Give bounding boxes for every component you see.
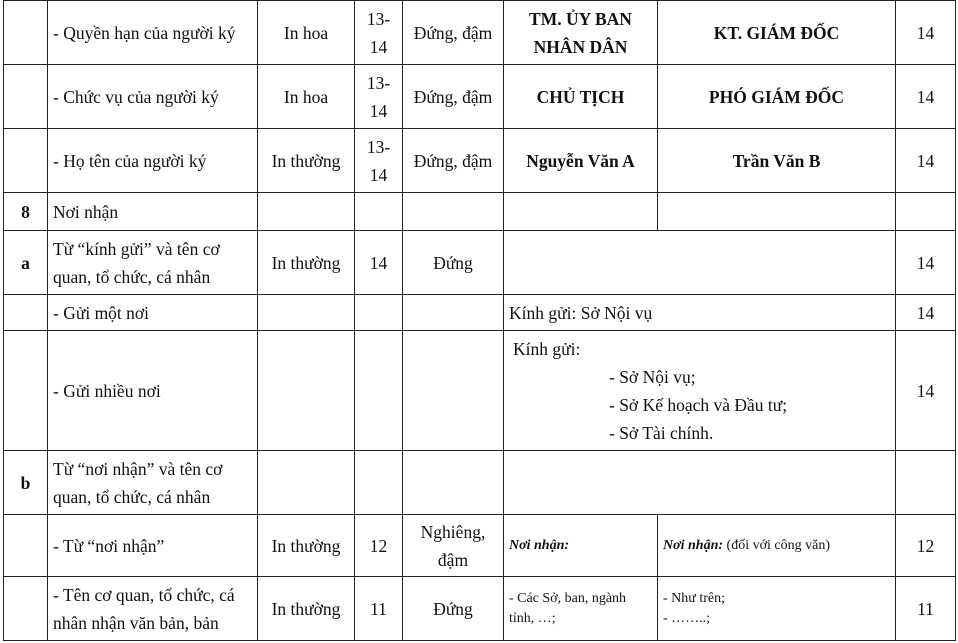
example xyxy=(504,331,896,451)
example-2: Trần Văn B xyxy=(658,129,896,193)
table-row xyxy=(4,515,956,577)
element-label: - Tên cơ quan, tổ chức, cá nhân nhận văn bản, bản xyxy=(48,577,258,641)
font-style: Đứng xyxy=(403,231,504,295)
section-title: Nơi nhận xyxy=(48,193,258,231)
standard-size: 11 xyxy=(896,577,956,641)
font-style: Đứng, đậm xyxy=(403,129,504,193)
font-size: 11 xyxy=(355,577,403,641)
row-letter: b xyxy=(4,451,48,515)
element-label: - Gửi nhiều nơi xyxy=(48,331,258,451)
example-1: Nguyễn Văn A xyxy=(504,129,658,193)
element-label: Từ “kính gửi” và tên cơ quan, tổ chức, cá nhân xyxy=(48,231,258,295)
case-type: In thường xyxy=(258,577,355,641)
table-row xyxy=(4,331,956,451)
font-size: 13-14 xyxy=(355,129,403,193)
element-label: - Quyền hạn của người ký xyxy=(48,1,258,65)
standard-size: 14 xyxy=(896,331,956,451)
font-style: Nghiêng, đậm xyxy=(403,515,504,577)
font-size: 13-14 xyxy=(355,65,403,129)
case-type: In hoa xyxy=(258,1,355,65)
row-number xyxy=(4,129,48,193)
element-label: - Từ “nơi nhận” xyxy=(48,515,258,577)
case-type: In hoa xyxy=(258,65,355,129)
table-row xyxy=(4,451,956,515)
table-row xyxy=(4,295,956,331)
font-size: 14 xyxy=(355,231,403,295)
example-1: - Các Sở, ban, ngành tỉnh, …; xyxy=(504,577,658,641)
example-2: Nơi nhận: (đối với công văn) xyxy=(658,515,896,577)
row-letter: a xyxy=(4,231,48,295)
case-type: In thường xyxy=(258,231,355,295)
font-size: 12 xyxy=(355,515,403,577)
element-label: - Gửi một nơi xyxy=(48,295,258,331)
example-item: - Sở Kế hoạch và Đầu tư; xyxy=(609,394,788,415)
font-style: Đứng xyxy=(403,577,504,641)
standard-size: 14 xyxy=(896,65,956,129)
element-label: - Họ tên của người ký xyxy=(48,129,258,193)
example-2: PHÓ GIÁM ĐỐC xyxy=(658,65,896,129)
element-label: Từ “nơi nhận” và tên cơ quan, tổ chức, cá nhân xyxy=(48,451,258,515)
formatting-table xyxy=(3,0,956,641)
section-number: 8 xyxy=(4,193,48,231)
example-item: - Sở Nội vụ; xyxy=(609,366,696,387)
table-row xyxy=(4,231,956,295)
example-2: KT. GIÁM ĐỐC xyxy=(658,1,896,65)
section-row xyxy=(4,193,956,231)
font-style: Đứng, đậm xyxy=(403,1,504,65)
table-row xyxy=(4,1,956,65)
table-row xyxy=(4,129,956,193)
standard-size: 12 xyxy=(896,515,956,577)
font-size: 13-14 xyxy=(355,1,403,65)
font-style: Đứng, đậm xyxy=(403,65,504,129)
standard-size: 14 xyxy=(896,1,956,65)
example: Kính gửi: Sở Nội vụ xyxy=(504,295,896,331)
table-row xyxy=(4,65,956,129)
example-heading: Kính gửi: xyxy=(513,338,581,359)
table-row xyxy=(4,577,956,641)
standard-size: 14 xyxy=(896,129,956,193)
example-1: CHỦ TỊCH xyxy=(504,65,658,129)
example-2: - Như trên; - ……..; xyxy=(658,577,896,641)
row-number xyxy=(4,65,48,129)
element-label: - Chức vụ của người ký xyxy=(48,65,258,129)
standard-size: 14 xyxy=(896,295,956,331)
example-item: - Sở Tài chính. xyxy=(609,422,714,443)
case-type: In thường xyxy=(258,515,355,577)
example-1: TM. ỦY BAN NHÂN DÂN xyxy=(504,1,658,65)
standard-size: 14 xyxy=(896,231,956,295)
row-number xyxy=(4,1,48,65)
case-type: In thường xyxy=(258,129,355,193)
example-1: Nơi nhận: xyxy=(504,515,658,577)
